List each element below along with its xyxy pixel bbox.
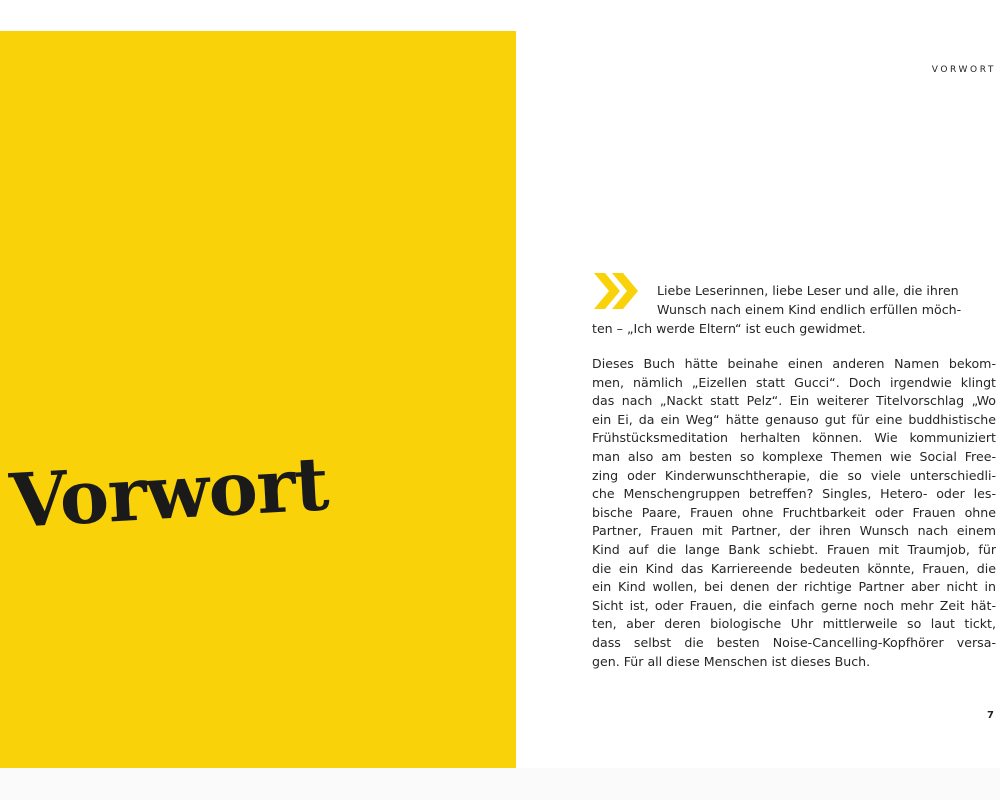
- chapter-title: Vorwort: [7, 441, 331, 545]
- dedication-line: ten – „Ich werde Eltern“ ist euch gewidmet.: [592, 321, 866, 336]
- body-line: ten, aber deren biologische Uhr mittlerweile so laut tickt,: [592, 616, 996, 632]
- body-paragraph: [592, 355, 996, 671]
- page-number: 7: [987, 710, 994, 721]
- body-line: zing oder Kinderwunschtherapie, die so viele unterschiedli-: [592, 467, 996, 483]
- body-line: Kind auf die lange Bank schiebt. Frauen mit Traumjob, für: [592, 541, 996, 557]
- body-line: ein Kind wollen, bei denen der richtige Partner aber nicht in: [592, 579, 996, 595]
- dedication-line: Liebe Leserinnen, liebe Leser und alle, die ihren: [657, 283, 959, 298]
- body-line: Partner, Frauen mit Partner, der ihren Wunsch nach einem: [592, 523, 996, 539]
- body-line: die ein Kind das Karriereende bedeuten könnte, Frauen, die: [592, 560, 996, 576]
- body-line: das nach „Nackt statt Pelz“. Ein weiterer Titelvorschlag „Wo: [592, 393, 996, 409]
- body-line: Frühstücksmeditation herhalten können. Wie kommuniziert: [592, 430, 996, 446]
- running-head: VORWORT: [931, 65, 996, 75]
- dedication-paragraph: [592, 281, 996, 338]
- body-line: bische Paare, Frauen ohne Fruchtbarkeit oder Frauen ohne: [592, 504, 996, 520]
- body-line: dass selbst die besten Noise-Cancelling-Kopfhörer versa-: [592, 634, 996, 650]
- dedication-line: Wunsch nach einem Kind endlich erfüllen möch-: [657, 302, 962, 317]
- body-line: Sicht ist, oder Frauen, die einfach gerne noch mehr Zeit hät-: [592, 597, 996, 613]
- body-line: gen. Für all diese Menschen ist dieses Buch.: [592, 653, 871, 669]
- body-line: ein Ei, da ein Weg“ hätte genauso gut für eine buddhistische: [592, 411, 996, 427]
- body-line: man also am besten so komplexe Themen wie Social Free-: [592, 448, 996, 464]
- chapter-opener-page: [0, 31, 516, 768]
- body-line: che Menschengruppen betreffen? Singles, Hetero- oder les-: [592, 486, 996, 502]
- body-line: Dieses Buch hätte beinahe einen anderen Namen bekom-: [592, 356, 996, 371]
- body-line: men, nämlich „Eizellen statt Gucci“. Doch irgendwie klingt: [592, 374, 996, 390]
